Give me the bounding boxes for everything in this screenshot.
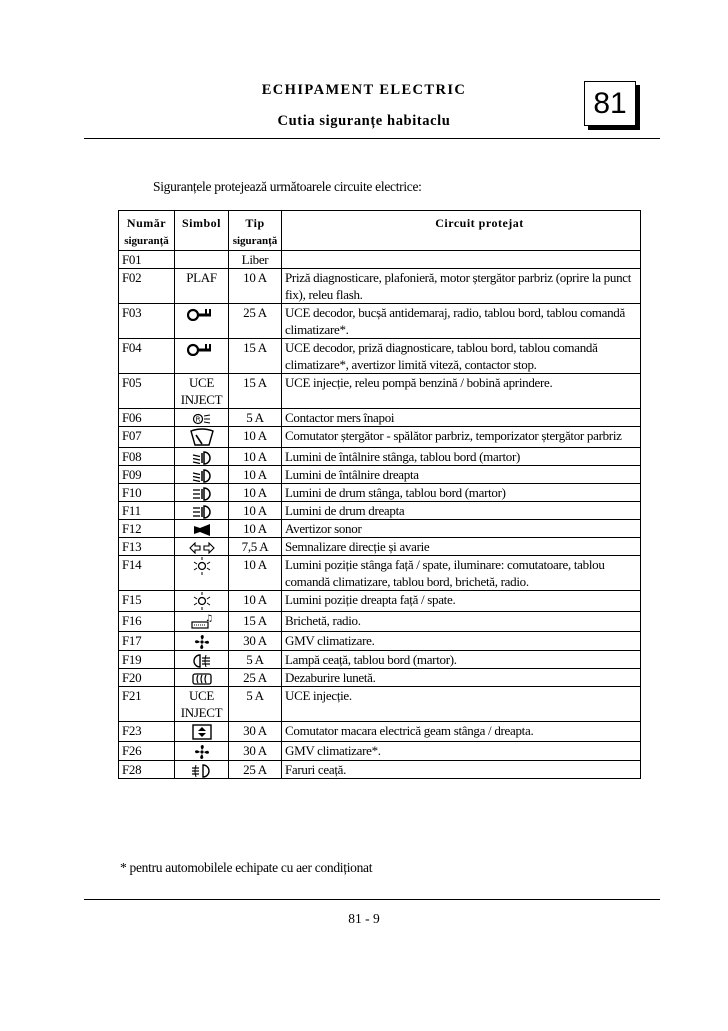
table-row [119, 556, 641, 591]
fuse-circuit: Lumini de drum stânga, tablou bord (martor) [282, 484, 641, 502]
fuse-circuit: Lumini poziție dreapta față / spate. [282, 591, 641, 612]
fuse-type: Liber [229, 251, 282, 269]
fuse-circuit: Comutator ștergător - spălător parbriz, temporizator ștergător parbriz [282, 427, 641, 448]
fuse-circuit: Semnalizare direcție și avarie [282, 538, 641, 556]
fuse-symbol [175, 502, 229, 520]
fuse-circuit: Avertizor sonor [282, 520, 641, 538]
fuse-type: 15 A [229, 612, 282, 632]
fuse-type: 5 A [229, 687, 282, 722]
fuse-symbol-text: PLAF [175, 269, 229, 304]
table-row [119, 304, 641, 339]
fuse-circuit: GMV climatizare. [282, 632, 641, 651]
fuse-symbol [175, 632, 229, 651]
table-row [119, 466, 641, 484]
column-header-number-line2: siguranță [124, 235, 169, 247]
fuse-type: 7,5 A [229, 538, 282, 556]
fuse-type: 25 A [229, 761, 282, 779]
fuse-type: 30 A [229, 722, 282, 742]
fuse-symbol [175, 669, 229, 687]
fuse-circuit: Faruri ceață. [282, 761, 641, 779]
fuse-circuit: Comutator macara electrică geam stânga / dreapta. [282, 722, 641, 742]
fuse-number: F06 [119, 409, 175, 427]
horn-icon [192, 521, 212, 536]
fuse-number: F12 [119, 520, 175, 538]
chapter-number-box: 81 [584, 81, 636, 126]
fuse-circuit: Contactor mers înapoi [282, 409, 641, 427]
fuse-type: 15 A [229, 339, 282, 374]
svg-text:♫: ♫ [204, 614, 213, 625]
table-header-row [119, 211, 641, 251]
fuse-type: 10 A [229, 556, 282, 591]
table-row [119, 591, 641, 612]
fuse-symbol [175, 742, 229, 761]
fuse-number: F08 [119, 448, 175, 466]
fuse-circuit: Lumini poziție stânga față / spate, iluminare: comutatoare, tablou comandă climatizare, tablou bord, brichetă, radio. [282, 556, 641, 591]
fuse-circuit: GMV climatizare*. [282, 742, 641, 761]
fuse-type: 10 A [229, 484, 282, 502]
power-window-icon [191, 723, 213, 738]
fuse-circuit: Lumini de întâlnire dreapta [282, 466, 641, 484]
fuse-table [118, 210, 641, 779]
fuse-number: F17 [119, 632, 175, 651]
column-header-symbol: Simbol [175, 211, 229, 251]
table-row [119, 742, 641, 761]
fuse-number: F26 [119, 742, 175, 761]
fuse-symbol [175, 591, 229, 612]
fuse-number: F05 [119, 374, 175, 409]
fuse-symbol [175, 466, 229, 484]
column-header-type [229, 211, 282, 251]
fuse-type: 5 A [229, 651, 282, 669]
position-lights-icon [192, 557, 212, 572]
svg-text:R: R [195, 415, 200, 424]
high-beam-icon [191, 485, 213, 500]
fuse-circuit [282, 251, 641, 269]
column-header-type-line2: siguranță [232, 235, 278, 247]
rear-defrost-icon [191, 670, 213, 685]
fuse-table-body [119, 251, 641, 779]
fuse-type: 25 A [229, 304, 282, 339]
fuse-symbol [175, 612, 229, 632]
table-row [119, 448, 641, 466]
fuse-number: F16 [119, 612, 175, 632]
fuse-type: 10 A [229, 427, 282, 448]
intro-text: Siguranțele protejează următoarele circuite electrice: [153, 179, 422, 194]
fuse-symbol [175, 556, 229, 591]
fuse-number: F02 [119, 269, 175, 304]
table-row [119, 722, 641, 742]
turn-signal-arrows-icon [189, 539, 215, 554]
low-beam-icon [191, 449, 213, 464]
table-row [119, 427, 641, 448]
fuse-symbol-text: UCE INJECT [175, 374, 229, 409]
table-row [119, 251, 641, 269]
fuse-type: 10 A [229, 520, 282, 538]
radio-lighter-icon [190, 613, 214, 628]
fuse-circuit: UCE decodor, bucșă antidemaraj, radio, tablou bord, tablou comandă climatizare*. [282, 304, 641, 339]
fuse-type: 10 A [229, 269, 282, 304]
fuse-symbol [175, 448, 229, 466]
fuse-symbol [175, 538, 229, 556]
fuse-circuit: UCE decodor, priză diagnosticare, tablou bord, tablou comandă climatizare*, avertizor limită viteză, contactor stop. [282, 339, 641, 374]
column-header-type-line1: Tip [245, 216, 265, 230]
windscreen-wiper-icon [189, 428, 215, 443]
fuse-circuit: UCE injecție. [282, 687, 641, 722]
table-row [119, 651, 641, 669]
footnote: * pentru automobilele echipate cu aer condiționat [120, 860, 373, 875]
ignition-key-icon [187, 305, 217, 320]
fuse-number: F20 [119, 669, 175, 687]
ignition-key-icon [187, 340, 217, 355]
fuse-type: 10 A [229, 466, 282, 484]
table-row [119, 612, 641, 632]
fuse-number: F14 [119, 556, 175, 591]
section-subtitle: Cutia siguranțe habitaclu [277, 113, 451, 129]
table-row [119, 538, 641, 556]
fuse-symbol [175, 304, 229, 339]
fuse-number: F10 [119, 484, 175, 502]
table-row [119, 632, 641, 651]
fuse-number: F13 [119, 538, 175, 556]
table-row [119, 374, 641, 409]
table-row [119, 484, 641, 502]
fuse-circuit: Brichetă, radio. [282, 612, 641, 632]
fan-icon [194, 633, 210, 648]
column-header-number [119, 211, 175, 251]
fuse-symbol [175, 427, 229, 448]
fuse-symbol-text [175, 251, 229, 269]
fuse-type: 15 A [229, 374, 282, 409]
fuse-circuit: Priză diagnosticare, plafonieră, motor ștergător parbriz (oprire la punct fix), releu flash. [282, 269, 641, 304]
fuse-type: 30 A [229, 742, 282, 761]
fuse-type: 5 A [229, 409, 282, 427]
fan-icon [194, 743, 210, 758]
section-title: ECHIPAMENT ELECTRIC [261, 82, 467, 98]
fuse-number: F19 [119, 651, 175, 669]
fuse-symbol [175, 520, 229, 538]
fuse-circuit: Dezaburire lunetă. [282, 669, 641, 687]
fuse-number: F09 [119, 466, 175, 484]
fuse-type: 10 A [229, 502, 282, 520]
fuse-type: 10 A [229, 448, 282, 466]
fuse-number: F23 [119, 722, 175, 742]
fuse-symbol-text: UCE INJECT [175, 687, 229, 722]
low-beam-icon [191, 467, 213, 482]
fuse-circuit: Lumini de întâlnire stânga, tablou bord (martor) [282, 448, 641, 466]
fuse-type: 30 A [229, 632, 282, 651]
fuse-number: F04 [119, 339, 175, 374]
fuse-type: 10 A [229, 591, 282, 612]
fuse-circuit: Lumini de drum dreapta [282, 502, 641, 520]
fuse-symbol [175, 409, 229, 427]
fuse-number: F28 [119, 761, 175, 779]
high-beam-icon [191, 503, 213, 518]
footer-rule [84, 899, 660, 900]
fuse-number: F07 [119, 427, 175, 448]
fuse-type: 25 A [229, 669, 282, 687]
table-row [119, 409, 641, 427]
fuse-symbol [175, 651, 229, 669]
rear-fog-lamp-icon [191, 652, 213, 667]
column-header-circuit: Circuit protejat [282, 211, 641, 251]
fuse-symbol [175, 484, 229, 502]
table-row [119, 339, 641, 374]
page-number: 81 - 9 [348, 911, 380, 926]
fuse-number: F11 [119, 502, 175, 520]
column-header-number-line1: Număr [126, 216, 167, 230]
fuse-number: F01 [119, 251, 175, 269]
fuse-symbol [175, 722, 229, 742]
table-row [119, 520, 641, 538]
front-fog-lamp-icon [190, 762, 214, 777]
fuse-number: F15 [119, 591, 175, 612]
table-row [119, 269, 641, 304]
position-lights-icon [192, 592, 212, 607]
fuse-number: F03 [119, 304, 175, 339]
table-row [119, 761, 641, 779]
fuse-number: F21 [119, 687, 175, 722]
fuse-circuit: UCE injecție, releu pompă benzină / bobină aprindere. [282, 374, 641, 409]
table-row [119, 502, 641, 520]
table-row [119, 669, 641, 687]
table-row [119, 687, 641, 722]
fuse-circuit: Lampă ceață, tablou bord (martor). [282, 651, 641, 669]
reverse-light-icon [192, 410, 212, 425]
fuse-symbol [175, 761, 229, 779]
header-rule [84, 138, 660, 139]
fuse-symbol [175, 339, 229, 374]
